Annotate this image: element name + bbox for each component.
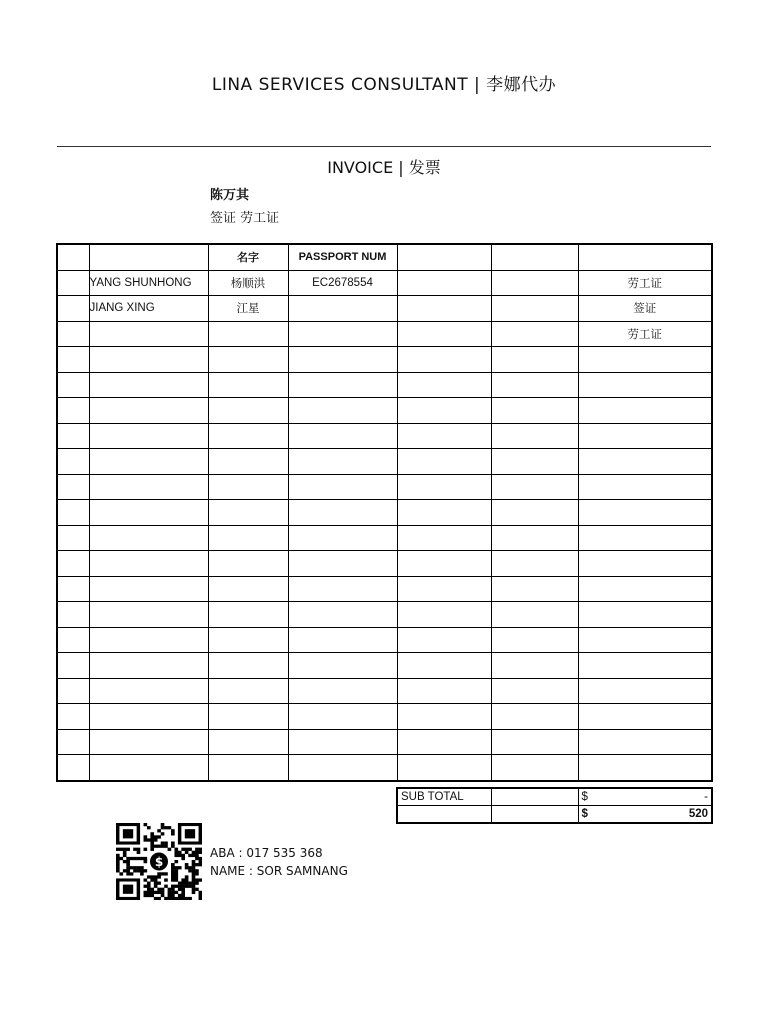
service-type-cell [578,372,712,398]
table-row [57,525,712,551]
passenger-name-cell [89,474,208,500]
row-index-cell [57,500,89,526]
passenger-name-cell [89,372,208,398]
dollar-glyph: $ [154,855,164,869]
passenger-name-cell [89,755,208,781]
passenger-name-cell [89,321,208,347]
empty-cell [397,372,491,398]
passport-cell [288,729,397,755]
chinese-name-cell [208,704,288,730]
header-cell [57,244,89,270]
row-index-cell [57,449,89,475]
passport-cell [288,347,397,373]
row-index-cell [57,755,89,781]
row-index-cell [57,602,89,628]
payment-qr-code [116,823,202,900]
passport-cell [288,525,397,551]
total-label-cell [397,806,491,824]
service-type-cell: 签证 [578,296,712,322]
empty-cell [397,755,491,781]
table-row [57,500,712,526]
row-index-cell [57,525,89,551]
chinese-name-cell [208,551,288,577]
service-type-cell [578,500,712,526]
passport-cell [288,755,397,781]
empty-cell [491,270,578,296]
empty-cell [397,270,491,296]
service-type-cell [578,678,712,704]
table-row [57,627,712,653]
total-spacer [491,806,578,824]
chinese-name-cell [208,372,288,398]
table-row [57,704,712,730]
subtotal-value: - [704,791,708,803]
empty-cell [397,423,491,449]
table-row [57,398,712,424]
passport-cell [288,449,397,475]
chinese-name-cell [208,474,288,500]
chinese-name-cell [208,347,288,373]
passport-cell [288,678,397,704]
service-type-cell [578,576,712,602]
header-cell [397,244,491,270]
service-type-cell [578,551,712,577]
row-index-cell [57,576,89,602]
header-cell [89,244,208,270]
empty-cell [397,704,491,730]
table-row [57,372,712,398]
passenger-name-cell [89,576,208,602]
empty-cell [397,500,491,526]
chinese-name-cell [208,755,288,781]
empty-cell [491,474,578,500]
table-row [57,347,712,373]
passenger-name-cell [89,347,208,373]
service-type-cell: 劳工证 [578,270,712,296]
passport-cell [288,551,397,577]
chinese-name-cell [208,449,288,475]
empty-cell [397,602,491,628]
subtotal-amount [578,788,712,806]
row-index-cell [57,347,89,373]
passenger-name-cell [89,653,208,679]
header-passport: PASSPORT NUM [288,244,397,270]
account-name: NAME : SOR SAMNANG [210,864,348,878]
empty-cell [397,347,491,373]
client-services: 签证 劳工证 [210,211,280,226]
empty-cell [491,576,578,602]
table-row [57,474,712,500]
row-index-cell [57,296,89,322]
empty-cell [397,296,491,322]
service-type-cell [578,729,712,755]
empty-cell [397,653,491,679]
empty-cell [397,729,491,755]
passport-cell [288,602,397,628]
passenger-name-cell [89,423,208,449]
table-row [57,678,712,704]
table-header-row [57,244,712,270]
total-value: 520 [688,808,708,820]
passport-cell [288,576,397,602]
chinese-name-cell: 江星 [208,296,288,322]
invoice-title: INVOICE | 发票 [327,158,441,177]
currency-symbol: $ [581,791,588,803]
chinese-name-cell [208,398,288,424]
service-type-cell [578,653,712,679]
chinese-name-cell: 杨顺洪 [208,270,288,296]
row-index-cell [57,729,89,755]
service-type-cell [578,755,712,781]
table-row [57,321,712,347]
row-index-cell [57,678,89,704]
empty-cell [491,678,578,704]
chinese-name-cell [208,602,288,628]
passport-cell [288,500,397,526]
chinese-name-cell [208,627,288,653]
service-type-cell [578,627,712,653]
empty-cell [491,627,578,653]
subtotal-row [397,788,712,806]
table-row [57,653,712,679]
passport-cell [288,296,397,322]
empty-cell [491,525,578,551]
passport-cell [288,653,397,679]
empty-cell [397,449,491,475]
service-type-cell [578,449,712,475]
empty-cell [491,602,578,628]
totals-table [396,787,713,824]
row-index-cell [57,653,89,679]
table-row [57,576,712,602]
empty-cell [397,627,491,653]
table-row [57,551,712,577]
empty-cell [397,678,491,704]
passport-cell [288,423,397,449]
chinese-name-cell [208,500,288,526]
passenger-name-cell [89,500,208,526]
service-type-cell [578,474,712,500]
passenger-name-cell [89,525,208,551]
table-row [57,423,712,449]
chinese-name-cell [208,653,288,679]
row-index-cell [57,474,89,500]
service-type-cell: 劳工证 [578,321,712,347]
aba-account: ABA : 017 535 368 [210,846,323,860]
empty-cell [491,551,578,577]
client-name: 陈万其 [210,188,250,203]
empty-cell [397,576,491,602]
row-index-cell [57,372,89,398]
table-row [57,449,712,475]
service-type-cell [578,347,712,373]
service-type-cell [578,704,712,730]
empty-cell [491,729,578,755]
empty-cell [397,321,491,347]
passenger-name-cell: JIANG XING [89,296,208,322]
company-title: LINA SERVICES CONSULTANT | 李娜代办 [211,75,557,95]
row-index-cell [57,704,89,730]
chinese-name-cell [208,678,288,704]
empty-cell [491,423,578,449]
empty-cell [397,525,491,551]
empty-cell [491,321,578,347]
table-row [57,270,712,296]
passport-cell [288,398,397,424]
service-type-cell [578,398,712,424]
empty-cell [491,755,578,781]
empty-cell [491,449,578,475]
chinese-name-cell [208,423,288,449]
passenger-name-cell [89,729,208,755]
passport-cell [288,627,397,653]
passport-cell [288,321,397,347]
empty-cell [491,704,578,730]
subtotal-spacer [491,788,578,806]
subtotal-label: SUB TOTAL [397,788,491,806]
header-cell [491,244,578,270]
passenger-name-cell [89,449,208,475]
row-index-cell [57,551,89,577]
passport-cell [288,372,397,398]
total-row [397,806,712,824]
row-index-cell [57,270,89,296]
empty-cell [491,347,578,373]
table-row [57,296,712,322]
passenger-name-cell [89,602,208,628]
row-index-cell [57,321,89,347]
row-index-cell [57,398,89,424]
chinese-name-cell [208,321,288,347]
service-type-cell [578,525,712,551]
table-row [57,755,712,781]
service-type-cell [578,423,712,449]
total-amount [578,806,712,824]
header-divider [57,146,711,147]
empty-cell [491,296,578,322]
passport-cell: EC2678554 [288,270,397,296]
table-row [57,729,712,755]
passenger-name-cell [89,627,208,653]
service-type-cell [578,602,712,628]
empty-cell [491,500,578,526]
chinese-name-cell [208,729,288,755]
empty-cell [397,474,491,500]
currency-symbol: $ [581,808,588,820]
header-cell [578,244,712,270]
passenger-name-cell [89,398,208,424]
chinese-name-cell [208,525,288,551]
passport-cell [288,474,397,500]
passenger-name-cell [89,678,208,704]
empty-cell [397,398,491,424]
row-index-cell [57,627,89,653]
empty-cell [397,551,491,577]
passenger-name-cell [89,551,208,577]
passport-cell [288,704,397,730]
invoice-items-table [56,243,713,782]
empty-cell [491,653,578,679]
empty-cell [491,398,578,424]
table-row [57,602,712,628]
passenger-name-cell: YANG SHUNHONG [89,270,208,296]
row-index-cell [57,423,89,449]
header-name-cn: 名字 [208,244,288,270]
chinese-name-cell [208,576,288,602]
passenger-name-cell [89,704,208,730]
empty-cell [491,372,578,398]
